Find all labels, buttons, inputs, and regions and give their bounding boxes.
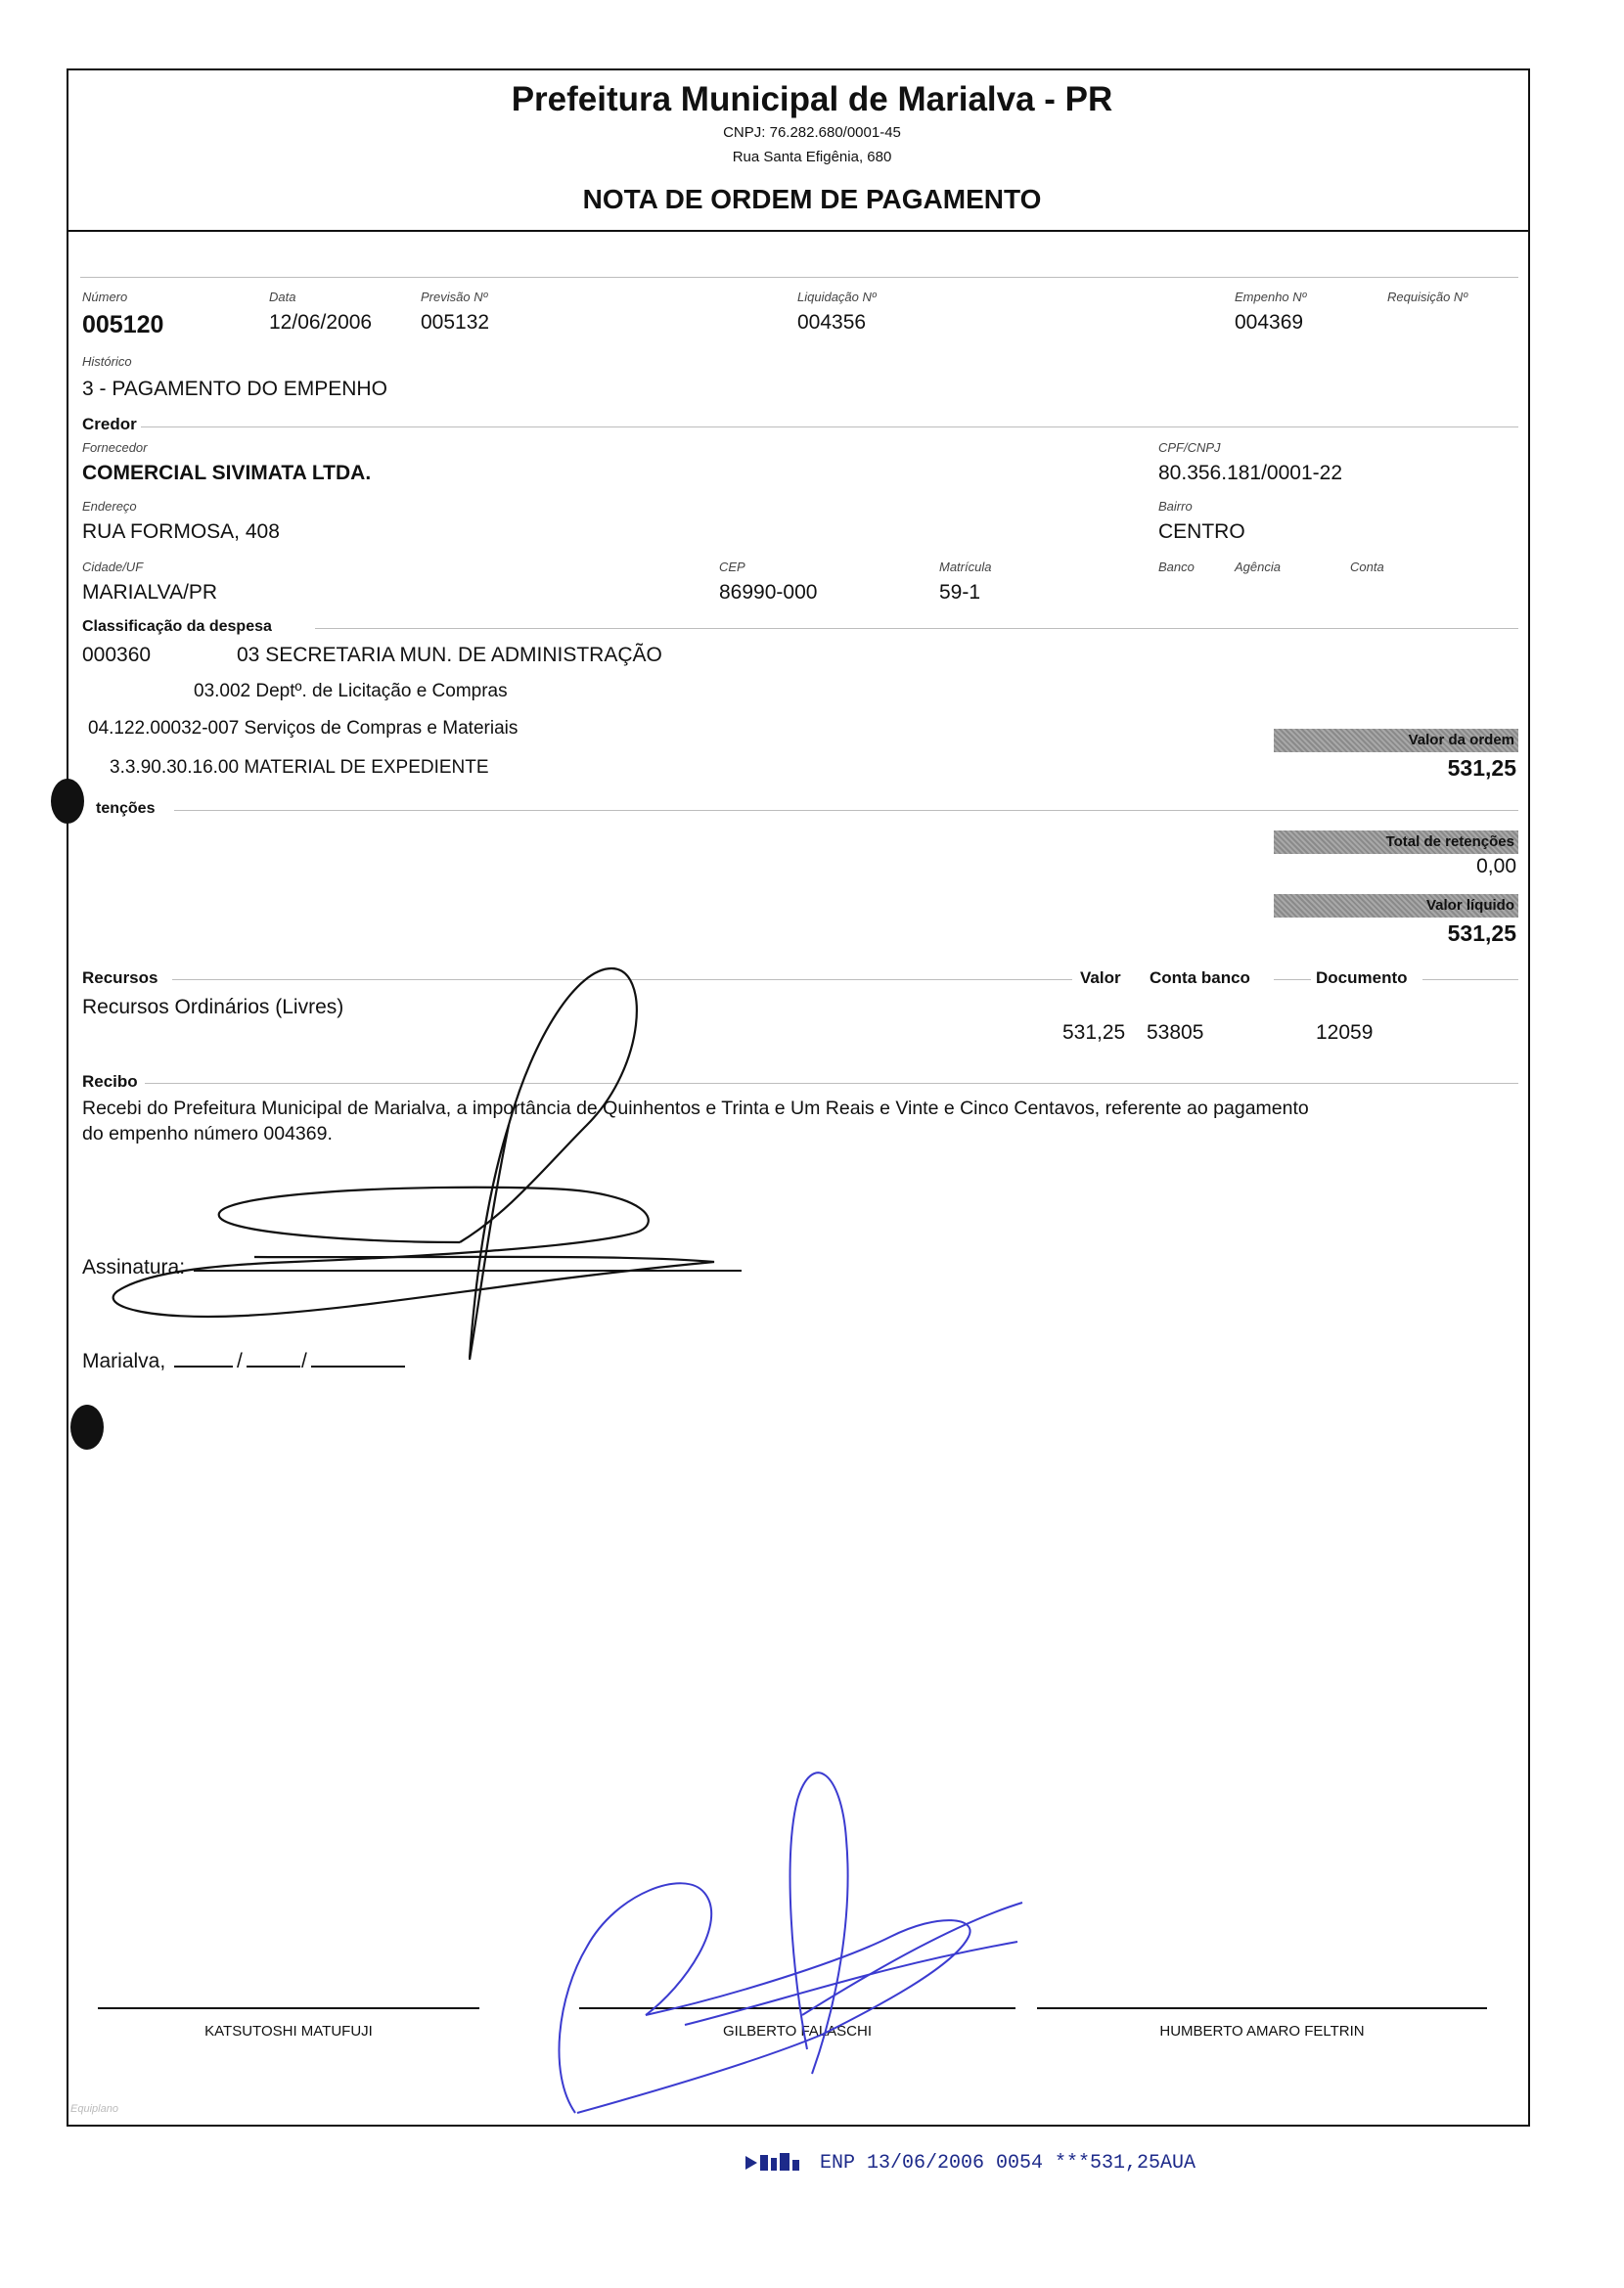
signature-name-left: KATSUTOSHI MATUFUJI	[204, 2023, 373, 2040]
document-title: NOTA DE ORDEM DE PAGAMENTO	[582, 184, 1042, 214]
recursos-conta-label: Conta banco	[1150, 968, 1250, 987]
valor-ordem-value: 531,25	[1447, 755, 1516, 781]
data-label: Data	[269, 290, 296, 304]
previsao-value: 005132	[421, 311, 490, 334]
cpf-label: CPF/CNPJ	[1158, 440, 1221, 455]
date-sep-2: /	[301, 1350, 307, 1372]
mechanical-stamp: ENP 13/06/2006 0054 ***531,25AUA	[820, 2152, 1196, 2175]
agencia-label: Agência	[1235, 560, 1281, 574]
retencoes-section: tenções	[96, 800, 156, 817]
classificacao-line1: 03 SECRETARIA MUN. DE ADMINISTRAÇÃO	[237, 644, 662, 666]
valor-liquido-value: 531,25	[1447, 920, 1516, 946]
requisicao-label: Requisição Nº	[1387, 290, 1468, 304]
cep-label: CEP	[719, 560, 745, 574]
banco-label: Banco	[1158, 560, 1195, 574]
cnpj-line: CNPJ: 76.282.680/0001-45	[723, 124, 901, 141]
assinatura-label: Assinatura:	[82, 1256, 186, 1279]
bairro-label: Bairro	[1158, 499, 1193, 514]
matricula-label: Matrícula	[939, 560, 992, 574]
historico-value: 3 - PAGAMENTO DO EMPENHO	[82, 378, 387, 400]
signature-name-center: GILBERTO FALASCHI	[723, 2023, 872, 2040]
bairro-value: CENTRO	[1158, 520, 1245, 543]
recursos-valor-label: Valor	[1080, 968, 1121, 987]
empenho-value: 004369	[1235, 311, 1304, 334]
cep-value: 86990-000	[719, 581, 818, 604]
total-retencoes-label: Total de retenções	[1274, 830, 1518, 854]
valor-ordem-label: Valor da ordem	[1274, 729, 1518, 752]
recursos-valor: 531,25	[1062, 1021, 1126, 1044]
numero-label: Número	[82, 290, 128, 304]
classificacao-code: 000360	[82, 644, 152, 666]
credor-section: Credor	[82, 415, 137, 433]
recursos-documento: 12059	[1316, 1021, 1374, 1044]
fornecedor-label: Fornecedor	[82, 440, 148, 455]
conta-label: Conta	[1350, 560, 1384, 574]
valor-liquido-label: Valor líquido	[1274, 894, 1518, 918]
cidade-label: Cidade/UF	[82, 560, 144, 574]
cpf-value: 80.356.181/0001-22	[1158, 462, 1343, 484]
equiplano-watermark: Equiplano	[70, 2103, 118, 2115]
recursos-item: Recursos Ordinários (Livres)	[82, 996, 344, 1018]
liquidacao-label: Liquidação Nº	[797, 290, 877, 304]
classificacao-line2: 03.002 Deptº. de Licitação e Compras	[194, 681, 508, 701]
recursos-section: Recursos	[82, 968, 158, 987]
empenho-label: Empenho Nº	[1235, 290, 1307, 304]
endereco-label: Endereço	[82, 499, 137, 514]
previsao-label: Previsão Nº	[421, 290, 488, 304]
date-sep-1: /	[237, 1350, 243, 1372]
local-label: Marialva,	[82, 1350, 166, 1372]
classificacao-line4: 3.3.90.30.16.00 MATERIAL DE EXPEDIENTE	[110, 757, 489, 778]
recursos-documento-label: Documento	[1316, 968, 1408, 987]
cidade-value: MARIALVA/PR	[82, 581, 218, 604]
page-title: Prefeitura Municipal de Marialva - PR	[511, 80, 1113, 118]
classificacao-section: Classificação da despesa	[82, 618, 272, 635]
historico-label: Histórico	[82, 354, 132, 369]
total-retencoes-value: 0,00	[1476, 855, 1516, 877]
stamp-logo-icon	[744, 2150, 802, 2176]
data-value: 12/06/2006	[269, 311, 373, 334]
recursos-conta: 53805	[1147, 1021, 1204, 1044]
address-line: Rua Santa Efigênia, 680	[732, 149, 892, 165]
fornecedor-value: COMERCIAL SIVIMATA LTDA.	[82, 462, 372, 484]
signature-name-right: HUMBERTO AMARO FELTRIN	[1159, 2023, 1365, 2040]
numero-value: 005120	[82, 311, 164, 338]
endereco-value: RUA FORMOSA, 408	[82, 520, 280, 543]
recibo-text-1: Recebi do Prefeitura Municipal de Marialva, a importância de Quinhentos e Trinta e Um Reais e Vinte e Cinco Centavos, referente ao pagamento	[82, 1098, 1309, 1119]
classificacao-line3: 04.122.00032-007 Serviços de Compras e Materiais	[88, 718, 519, 739]
liquidacao-value: 004356	[797, 311, 867, 334]
recibo-text-2: do empenho número 004369.	[82, 1123, 333, 1144]
matricula-value: 59-1	[939, 581, 981, 604]
recibo-section: Recibo	[82, 1072, 138, 1091]
